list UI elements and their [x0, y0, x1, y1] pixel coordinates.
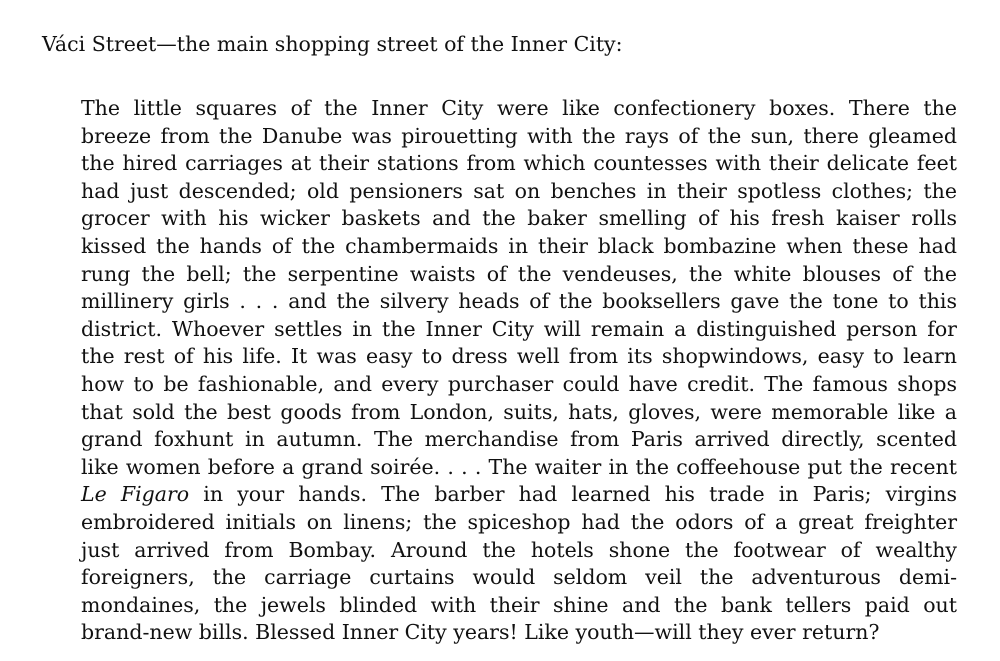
quote-line-12: that sold the best goods from London, suits, hats, gloves, were memorable like a	[81, 399, 957, 424]
quote-line-2: breeze from the Danube was pirouetting with the rays of the sun, there gleamed	[81, 123, 957, 148]
quote-line-11: how to be fashionable, and every purchaser could have credit. The famous shops	[81, 371, 957, 396]
quote-line-13: grand foxhunt in autumn. The merchandise from Paris arrived directly, scented	[81, 427, 957, 452]
intro-line: Váci Street—the main shopping street of the Inner City:	[42, 32, 623, 56]
quote-line-6: kissed the hands of the chambermaids in their black bombazine when these had	[81, 233, 957, 258]
quote-line-10: the rest of his life. It was easy to dress well from its shopwindows, easy to learn	[81, 344, 957, 369]
quote-line-1: The little squares of the Inner City were like confectionery boxes. There the	[81, 96, 957, 120]
quote-line-15	[81, 481, 957, 509]
quote-line-16: embroidered initials on linens; the spiceshop had the odors of a great freighter	[81, 509, 957, 534]
quote-line-8: millinery girls . . . and the silvery heads of the booksellers gave the tone to this	[81, 289, 957, 314]
quote-line-20: brand-new bills. Blessed Inner City years! Like youth—will they ever return?	[81, 620, 880, 645]
quote-line-9: district. Whoever settles in the Inner City will remain a distinguished person for	[81, 316, 957, 341]
quote-line-3: the hired carriages at their stations from which countesses with their delicate feet	[81, 151, 957, 176]
publication-title: Le Figaro	[81, 482, 190, 507]
quote-line-17: just arrived from Bombay. Around the hotels shone the footwear of wealthy	[81, 537, 957, 562]
quote-line-5: grocer with his wicker baskets and the baker smelling of his fresh kaiser rolls	[81, 206, 957, 231]
quote-line-15-text: in your hands. The barber had learned his trade in Paris; virgins	[189, 482, 957, 507]
quote-line-4: had just descended; old pensioners sat on benches in their spotless clothes; the	[81, 178, 957, 203]
quote-line-14: like women before a grand soirée. . . . The waiter in the coffeehouse put the recent	[81, 454, 957, 479]
quote-line-7: rung the bell; the serpentine waists of the vendeuses, the white blouses of the	[81, 261, 957, 286]
quote-line-18: foreigners, the carriage curtains would seldom veil the adventurous demi-	[81, 565, 957, 590]
quote-line-19: mondaines, the jewels blinded with their shine and the bank tellers paid out	[81, 592, 957, 617]
block-quote	[81, 95, 957, 647]
